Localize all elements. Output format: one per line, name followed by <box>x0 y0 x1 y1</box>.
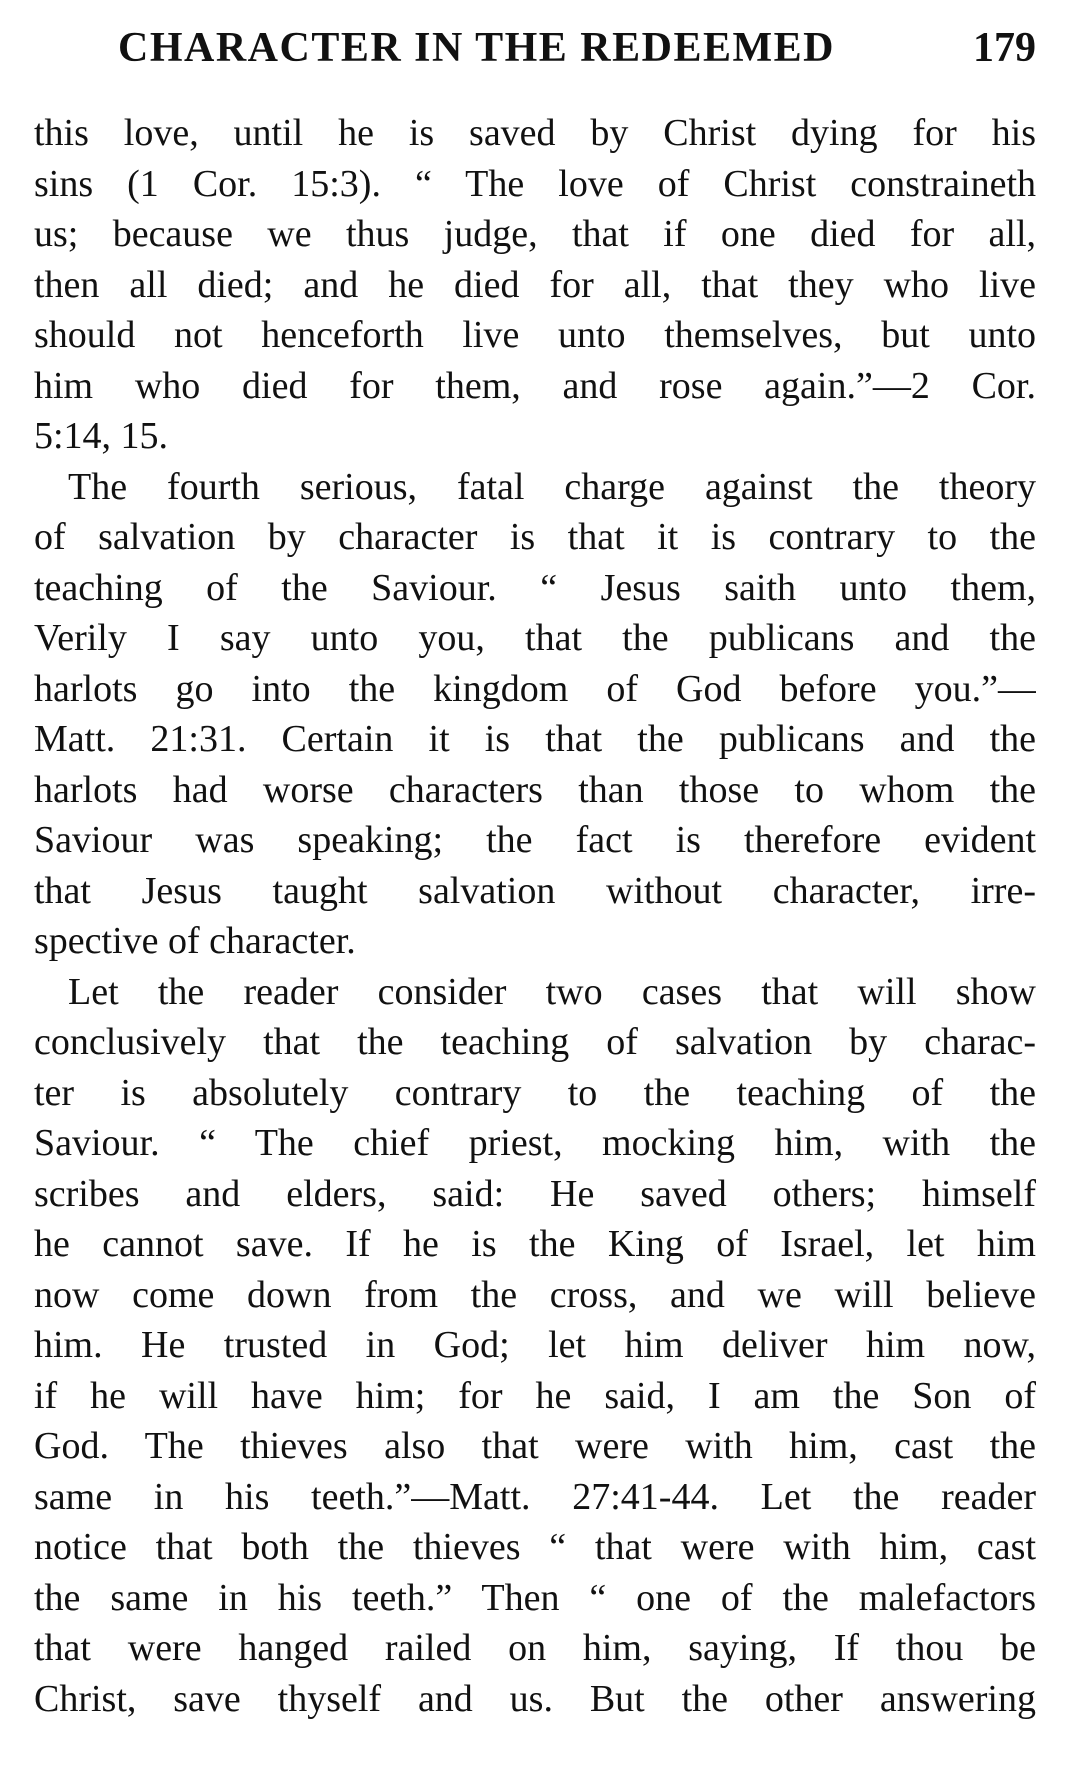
text-line: he cannot save. If he is the King of Israel, let him <box>34 1223 1036 1265</box>
text-line: sins (1 Cor. 15:3). “ The love of Christ constraineth <box>34 162 1036 205</box>
text-line: scribes and elders, said: He saved others; himself <box>34 1172 1036 1215</box>
text-line: should not henceforth live unto themselves, but unto <box>34 314 1036 356</box>
text-line: us; because we thus judge, that if one died for all, <box>34 213 1036 255</box>
text-line: that Jesus taught salvation without character, irre- <box>34 869 1036 912</box>
text-line: him. He trusted in God; let him deliver him now, <box>34 1324 1036 1366</box>
text-line: teaching of the Saviour. “ Jesus saith unto them, <box>34 566 1036 609</box>
text-line: same in his teeth.”—Matt. 27:41-44. Let the reader <box>34 1475 1036 1518</box>
text-line: 5:14, 15. <box>34 415 169 457</box>
text-line: conclusively that the teaching of salvation by charac- <box>34 1021 1036 1063</box>
text-line: him who died for them, and rose again.”—2 Cor. <box>34 364 1036 407</box>
running-title: CHARACTER IN THE REDEEMED <box>118 25 835 71</box>
text-line: Christ, save thyself and us. But the other answering <box>34 1677 1036 1720</box>
text-line: spective of character. <box>34 920 356 962</box>
text-line: notice that both the thieves “ that were with him, cast <box>34 1526 1036 1568</box>
text-line: that were hanged railed on him, saying, If thou be <box>34 1627 1036 1669</box>
text-line: this love, until he is saved by Christ dying for his <box>34 112 1036 154</box>
text-line: Verily I say unto you, that the publicans and the <box>34 617 1036 659</box>
page-number: 179 <box>973 25 1036 71</box>
text-line: of salvation by character is that it is contrary to the <box>34 516 1036 558</box>
text-line: ter is absolutely contrary to the teaching of the <box>34 1071 1036 1114</box>
text-line: Saviour. “ The chief priest, mocking him, with the <box>34 1122 1036 1164</box>
text-line: Saviour was speaking; the fact is therefore evident <box>34 819 1036 861</box>
text-line: the same in his teeth.” Then “ one of the malefactors <box>34 1576 1036 1619</box>
body-text <box>34 108 1036 1724</box>
text-line: harlots had worse characters than those to whom the <box>34 768 1036 811</box>
text-line: if he will have him; for he said, I am the Son of <box>34 1374 1036 1417</box>
text-line: harlots go into the kingdom of God before you.”— <box>34 667 1036 710</box>
text-line: now come down from the cross, and we will believe <box>34 1273 1036 1316</box>
text-line: The fourth serious, fatal charge against the theory <box>68 465 1036 508</box>
text-line: Let the reader consider two cases that will show <box>68 970 1036 1013</box>
text-line: Matt. 21:31. Certain it is that the publicans and the <box>34 718 1036 760</box>
text-line: then all died; and he died for all, that they who live <box>34 263 1036 306</box>
running-head <box>118 18 1036 78</box>
text-line: God. The thieves also that were with him, cast the <box>34 1425 1036 1467</box>
